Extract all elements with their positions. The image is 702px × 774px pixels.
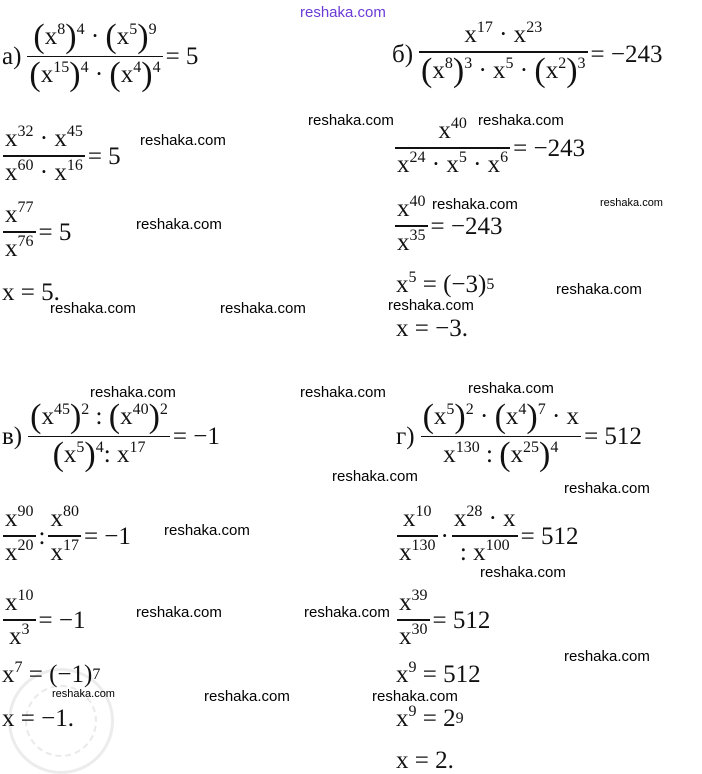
equation-rhs: = −243: [513, 134, 586, 162]
equation-rhs: = 5: [38, 218, 72, 246]
watermark: reshaka.com: [220, 300, 306, 317]
fraction: $\frac{x^{39}}{x^{30}}$: [399, 587, 428, 650]
equation-rhs: = 2: [422, 705, 456, 732]
equation-rhs: = 512: [520, 522, 579, 550]
fraction: $\frac{(x^5)^2 \cdot (x^4)^7 \cdot x}{x^{130} : (x^{25})^4}$: [422, 398, 580, 474]
problem-a-line3: [0, 199, 72, 262]
fraction: $\frac{x^{10}}{x^{130}}$: [399, 503, 436, 566]
fraction: $\frac{x^{40}}{x^{24} \cdot x^5 \cdot x^6}$: [397, 115, 509, 178]
equation-rhs: = 5: [165, 42, 199, 70]
equation-rhs: = −1: [172, 422, 220, 450]
problem-b-answer: x = −3.: [396, 315, 468, 342]
watermark: reshaka.com: [304, 604, 390, 621]
problem-g-line4: $x^9$ = 512: [396, 659, 481, 688]
equation-rhs: = −1: [38, 606, 86, 634]
fraction: $\frac{(x^{45})^2 : (x^{40})^2}{(x^5)^4: x^{17}}$: [30, 398, 168, 474]
problem-v-line4: $x^7$ = (−1) 7: [2, 659, 101, 688]
fraction: $\frac{x^{90}}{x^{20}}$: [5, 503, 34, 566]
fraction: $\frac{(x^8)^4 \cdot (x^5)^9}{(x^{15})^4 \cdot (x^4)^4}$: [29, 18, 161, 94]
problem-g-line2: $\frac{x^{10}}{x^{130}}$ · $\frac{x^{28} \cdot x}{: x^{100}}$ = 512: [399, 503, 579, 566]
equation-rhs: = 512: [432, 606, 491, 634]
watermark: reshaka.com: [480, 564, 566, 581]
watermark: reshaka.com: [136, 604, 222, 621]
equation-rhs: = (−3): [422, 271, 487, 298]
problem-v-line1: [2, 398, 220, 474]
fraction: $\frac{x^{17} \cdot x^{23}}{(x^8)^3 \cdot x^5 \cdot (x^2)^3}$: [421, 19, 586, 89]
problem-g-line5: $x^9$ = 2 9: [396, 703, 464, 732]
fraction: $\frac{x^{40}}{x^{35}}$: [397, 193, 426, 256]
watermark: reshaka.com: [432, 196, 518, 213]
watermark: reshaka.com: [556, 281, 642, 298]
equation-rhs: = −1: [83, 522, 131, 550]
equation-rhs: = 512: [584, 422, 642, 450]
watermark: reshaka.com: [136, 216, 222, 233]
problem-a-line1: [2, 18, 199, 94]
fraction: $\frac{x^{32} \cdot x^{45}}{x^{60} \cdot x^{16}}$: [5, 123, 83, 186]
problem-b-label: б): [392, 40, 414, 68]
equation-rhs: = 512: [422, 661, 481, 688]
watermark: reshaka.com: [332, 468, 418, 485]
problem-v-line3: [0, 587, 86, 650]
watermark: reshaka.com: [300, 384, 386, 401]
equation-rhs: = −243: [590, 40, 663, 68]
problem-v-label: в): [2, 422, 23, 450]
watermark: reshaka.com: [600, 197, 663, 209]
fraction: $\frac{x^{28} \cdot x}{: x^{100}}$: [453, 503, 516, 566]
equation-rhs: = (−1): [28, 661, 93, 688]
problem-g-line1: [396, 398, 642, 474]
problem-b-line1: [392, 19, 663, 89]
fraction: $\frac{x^{77}}{x^{76}}$: [5, 199, 34, 262]
fraction: $\frac{x^{10}}{x^3}$: [5, 587, 34, 650]
problem-b-line4: $x^5$ = (−3) 5: [396, 269, 495, 298]
problem-g-answer: x = 2.: [396, 747, 454, 774]
watermark: reshaka.com: [388, 297, 474, 314]
watermark: reshaka.com: [372, 688, 458, 705]
watermark: reshaka.com: [468, 380, 554, 397]
watermark: reshaka.com: [164, 522, 250, 539]
watermark: reshaka.com: [90, 384, 176, 401]
watermark: reshaka.com: [308, 112, 394, 129]
problem-v-answer: x = −1.: [2, 705, 74, 732]
watermark: reshaka.com: [50, 300, 136, 317]
equation-rhs: = −243: [430, 212, 503, 240]
problem-g-label: г): [396, 422, 415, 450]
problem-a-answer: x = 5.: [2, 279, 60, 306]
watermark: reshaka.com: [564, 648, 650, 665]
watermark: reshaka.com: [478, 112, 564, 129]
watermark: reshaka.com: [564, 480, 650, 497]
equation-rhs: = 5: [87, 142, 121, 170]
watermark: reshaka.com: [204, 688, 290, 705]
fraction: $\frac{x^{80}}{x^{17}}$: [50, 503, 79, 566]
watermark: reshaka.com: [52, 688, 115, 700]
watermark-top[interactable]: reshaka.com: [300, 4, 386, 21]
watermark: reshaka.com: [140, 132, 226, 149]
problem-a-label: а): [2, 42, 22, 70]
problem-g-line3: [394, 587, 491, 650]
problem-a-line2: [0, 123, 121, 186]
problem-v-line2: $\frac{x^{90}}{x^{20}}$ : $\frac{x^{80}}{x^{17}}$ = −1: [5, 503, 131, 566]
